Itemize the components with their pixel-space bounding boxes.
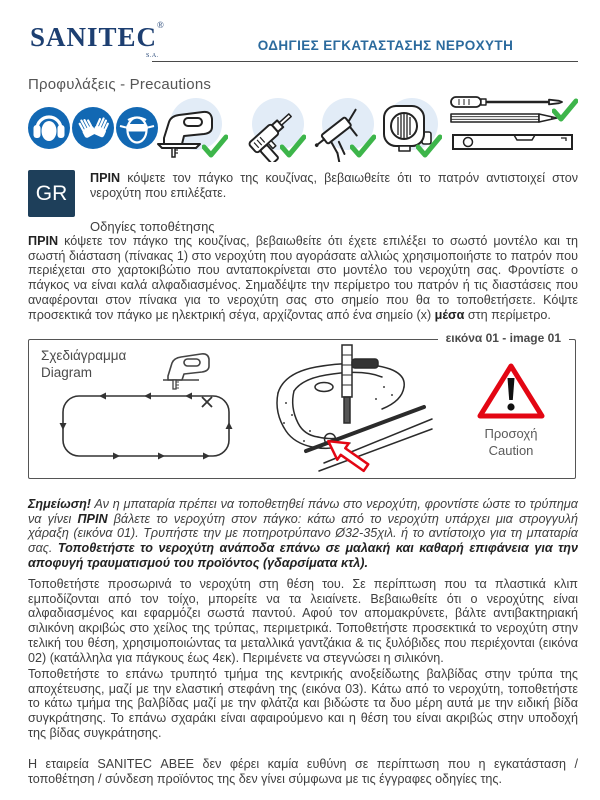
gr-note-text: ΠΡΙΝ κόψετε τον πάγκο της κουζίνας, βεβαιωθείτε ότι το πατρόν αντιστοιχεί στον νεροχύτη που επιλέξατε.: [90, 171, 578, 200]
valve-paragraph: Τοποθετήστε το επάνω τρυπητό τμήμα της κεντρικής ανοξείδωτης βαλβίδας στην τρύπα της αποχέτευσης, μαζί με την ελαστική στεφάνη της (εικόνα 03). Κάτω από το νεροχύτη, τοποθετήστε το κάτω τμήμα της βαλβίδας μαζί με την φλάτζα και βιδώστε τα δυο μέρη αυτά με την ειδική βίδα συγκράτησης. Το επάνω σχαράκι είναι αφαιρούμενο και η θέση του είναι ακριβώς στην υποδοχή της βίδας συγκράτησης.: [28, 667, 578, 740]
ear-protection-icon: [28, 107, 70, 149]
diagram-label-el: Σχεδιάγραμμα: [41, 348, 127, 363]
registered-mark: ®: [157, 20, 164, 30]
green-checkmark-icon: [416, 134, 442, 158]
header-divider: [152, 61, 578, 62]
green-checkmark-icon: [280, 134, 306, 158]
green-checkmark-icon: [202, 134, 228, 158]
page-title: ΟΔΗΓΙΕΣ ΕΓΚΑΤΑΣΤΑΣΗΣ ΝΕΡΟΧΥΤΗ: [257, 38, 514, 53]
caution-label-el: Προσοχή: [484, 426, 538, 441]
caution-triangle-icon: [476, 360, 546, 422]
screwdriver-icon: [450, 94, 564, 110]
cutting-path-diagram: [57, 388, 237, 466]
instructions-heading: Οδηγίες τοποθέτησης: [90, 219, 215, 234]
jigsaw-icon: [156, 96, 228, 160]
drill-icon: [240, 96, 306, 160]
logo-sa-label: S.A.: [146, 53, 159, 59]
jigsaw-sketch-icon: [161, 344, 219, 396]
green-checkmark-icon: [552, 98, 578, 122]
precautions-heading: Προφυλάξεις - Precautions: [28, 76, 212, 93]
pencil-icon: [450, 112, 564, 124]
sink-installation-sketch: [264, 343, 434, 475]
sanitec-logo: [30, 20, 164, 59]
disclaimer-paragraph: Η εταιρεία SANITEC ΑΒΕΕ δεν φέρει καμία ευθύνη σε περίπτωση που η εγκατάσταση / τοποθέτηση / σύνδεση προϊόντος της δεν γίνει σύμφωνα με τις έγγραφες οδηγίες της.: [28, 757, 578, 786]
note-paragraph: Σημείωση! Αν η μπαταρία πρέπει να τοποθετηθεί πάνω στο νεροχύτη, φροντίστε ώστε το τρύπημα να γίνει ΠΡΙΝ βάλετε το νεροχύτη στον πάγκο: κάτω από το νεροχύτη υπάρχει μια στρογγυλή χάραξη (εικόνα 01). Τρυπήστε την με ποτηροτρύπανο Ø32-35χιλ. ή το αντίστοιχο για τη μπαταρία σας. Τοποθετήστε το νεροχύτη ανάποδα επάνω σε μαλακή και καθαρή επιφάνεια για την αποφυγή τραυματισμού του προϊόντος (γδαρσίματα κτλ).: [28, 497, 578, 570]
figure-caption: εικόνα 01 - image 01: [438, 331, 569, 345]
figure-image-01: [28, 331, 576, 479]
protective-gloves-icon: [72, 107, 114, 149]
logo-text: SANITEC: [30, 22, 158, 52]
caulk-gun-icon: [310, 96, 376, 160]
caution-label-en: Caution: [488, 443, 534, 458]
language-badge: GR: [28, 170, 75, 217]
diagram-label-en: Diagram: [41, 365, 93, 380]
green-checkmark-icon: [350, 134, 376, 158]
hand-tools-group: [448, 94, 578, 160]
tape-measure-icon: [378, 96, 442, 160]
eye-protection-icon: [116, 107, 158, 149]
spirit-level-icon: [452, 132, 574, 152]
placement-paragraph: Τοποθετήστε προσωρινά το νεροχύτη στη θέση του. Σε περίπτωση που τα πλαστικά κλιπ εμποδίζονται από τον τοίχο, μπορείτε να τα λειαίνετε. Βεβαιωθείτε ότι ο νεροχύτης είναι αλφαδιασμένος και εφαρμόζει σωστά παντού. Αφού τον απομακρύνετε, βάλτε αντιβακτηριακή σιλικόνη ακριβώς στο χείλος της τρύπας, περιμετρικά. Τοποθετήστε προσεκτικά το νεροχύτη στην τελική του θέση, χρησιμοποιώντας τα μεταλλικά γαντζάκια & τις ξυλόβιδες που περιέχονται (εικόνα 02) (κατάλληλα για πάγκους έως 4εκ). Περιμένετε να στεγνώσει η σιλικόνη.: [28, 577, 578, 665]
instructions-paragraph: ΠΡΙΝ κόψετε τον πάγκο της κουζίνας, βεβαιωθείτε ότι έχετε επιλέξει το σωστό μοντέλο και τη σωστή διάσταση (πίνακας 1) στο νεροχύτη που αγοράσατε αλλιώς χρησιμοποιήστε το πατρόν που περιέχεται στο χαρτοκιβώτιο που ανταποκρίνεται στο μοντέλο του νεροχύτη σας. Φροντίστε ο πάγκος να είναι καλά αλφαδιασμένος. Σημαδέψτε την περίμετρο του πατρόν ή τις διαστάσεις που αναφέρονται στον πίνακα για το νεροχύτη σας στο σημείο που θα το τοποθετήσετε. Κόψτε προσεκτικά τον πάγκο με ηλεκτρική σέγα, αρχίζοντας από ένα σημείο (x) μέσα στη περίμετρο.: [28, 234, 578, 322]
gr-note-bold: ΠΡΙΝ: [90, 171, 121, 185]
